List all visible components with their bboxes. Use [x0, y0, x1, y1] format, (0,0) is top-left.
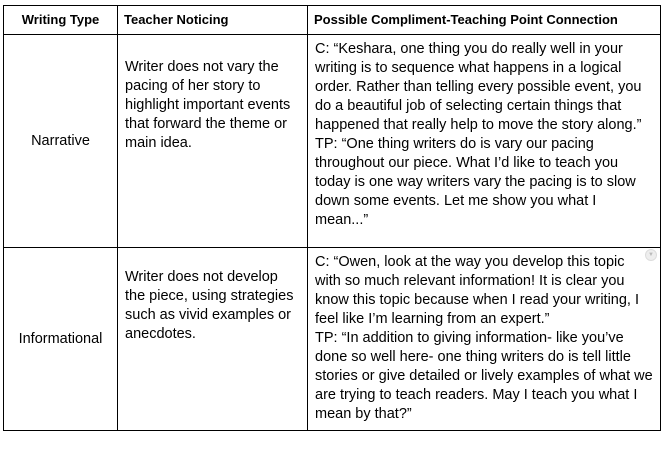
header-writing-type: Writing Type — [4, 6, 118, 35]
teacher-noticing-cell: Writer does not vary the pacing of her story to highlight important events that forward the theme or main idea. — [118, 35, 308, 248]
connection-cell — [308, 248, 661, 431]
connection-cell — [308, 35, 661, 248]
teacher-noticing-cell: Writer does not develop the piece, using strategies such as vivid examples or anecdotes. — [118, 248, 308, 431]
table-row — [4, 35, 661, 248]
teaching-point-text: TP: “One thing writers do is vary our pacing throughout our piece. What I’d like to teach you today is one way writers vary the pacing is to slow down some events. Let me show you what I mean...” — [315, 136, 636, 228]
teaching-point-text: TP: “In addition to giving information- like you’ve done so well here- one thing writers do is tell little stories or give detailed or lively examples of what we are trying to teach readers. May I teach you what I mean by that?” — [315, 330, 653, 422]
writing-type-cell: Narrative — [4, 35, 118, 248]
header-teacher-noticing: Teacher Noticing — [118, 6, 308, 35]
table-row — [4, 248, 661, 431]
header-row — [4, 6, 661, 35]
writing-type-cell: Informational — [4, 248, 118, 431]
compliment-text: C: “Owen, look at the way you develop this topic with so much relevant information! It is clear you know this topic because when I read your writing, I feel like I’m learning from an expert.” — [315, 254, 639, 327]
compliment-teaching-table — [3, 5, 661, 431]
header-connection: Possible Compliment-Teaching Point Connection — [308, 6, 661, 35]
scroll-indicator-icon[interactable]: ▼ — [645, 249, 657, 261]
compliment-text: C: “Keshara, one thing you do really well in your writing is to sequence what happens in a logical order. Rather than telling every possible event, you do a beautiful job of selecting certain things that happened that really help to move the story along.” — [315, 41, 642, 133]
